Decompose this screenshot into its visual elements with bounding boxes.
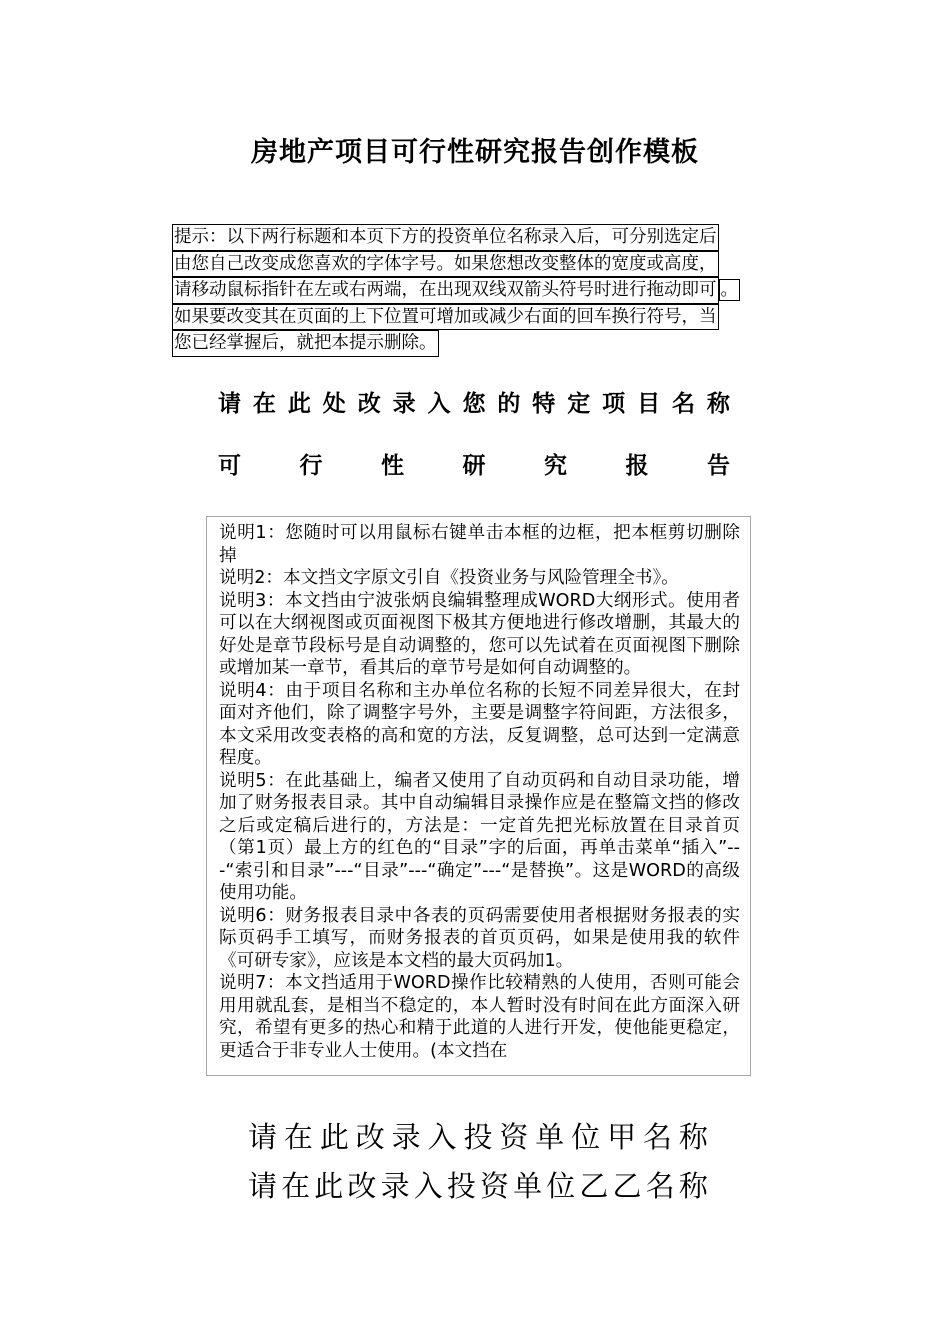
note-paragraph: 说明5：在此基础上，编者又使用了自动页码和自动目录功能，增加了财务报表目录。其中自动编辑目录操作应是在整篇文挡的修改之后或定稿后进行的，方法是：一定首先把光标放置在目录首页（第1页）最上方的红色的“目录”字的后面，再单击菜单“插入”---“索引和目录”---“目录”---“确定”---“是替换”。这是WORD的高级使用功能。: [219, 770, 740, 903]
hint-line: 请移动鼠标指针在左或右两端，在出现双线双箭头符号时进行拖动即可: [172, 277, 719, 304]
investor-a-char: 单: [535, 1120, 565, 1154]
investor-a-char: 请: [248, 1120, 278, 1154]
report-heading-char: 性: [381, 452, 404, 479]
investor-b-char: 乙: [579, 1169, 609, 1203]
note-paragraph: 说明4：由于项目名称和主办单位名称的长短不同差异很大，在封面对齐他们，除了调整字号外，主要是调整字符间距，方法很多，本文采用改变表格的高和宽的方法，反复调整，总可达到一定满意程度。: [219, 680, 740, 768]
investor-a-name-placeholder[interactable]: [248, 1115, 708, 1156]
investor-a-char: 名: [642, 1120, 672, 1154]
note-paragraph: 说明6：财务报表目录中各表的页码需要使用者根据财务报表的实际页码手工填写，而财务报表的首页页码，如果是使用我的软件《可研专家》，应该是本文档的最大页码加1。: [219, 905, 740, 971]
investor-b-char: 改: [347, 1169, 377, 1203]
project-name-char: 项: [602, 390, 626, 417]
note-paragraph: 说明3：本文挡由宁波张炳良编辑整理成WORD大纲形式。使用者可以在大纲视图或页面视图下极其方便地进行修改增删，其最大的好处是章节段标号是自动调整的，您可以先试着在页面视图下删除或增加某一章节，看其后的章节号是如何自动调整的。: [219, 590, 740, 678]
project-name-char: 改: [357, 390, 381, 417]
hint-line-row: [172, 277, 740, 304]
notes-text-box[interactable]: [206, 516, 751, 1076]
investor-a-char: 位: [571, 1120, 601, 1154]
note-paragraph: 说明7：本文挡适用于WORD操作比较精熟的人使用，否则可能会用用就乱套，是相当不稳定的，本人暂时没有时间在此方面深入研究，希望有更多的热心和精于此道的人进行开发，使他能更稳定，更适合于非专业人士使用。(本文挡在: [219, 973, 740, 1061]
project-name-char: 称: [706, 390, 730, 417]
investor-a-char: 此: [319, 1120, 349, 1154]
investor-b-char: 在: [281, 1169, 311, 1203]
investor-b-char: 请: [248, 1169, 278, 1203]
hint-line: 提示：以下两行标题和本页下方的投资单位名称录入后，可分别选定后: [172, 224, 719, 251]
note-paragraph: 说明2：本文挡文字原文引自《投资业务与风险管理全书》。: [219, 568, 679, 588]
investor-a-char: 甲: [607, 1120, 637, 1154]
report-type-heading: [218, 447, 730, 480]
project-name-char: 录: [392, 390, 416, 417]
project-name-char: 在: [252, 390, 276, 417]
document-title: 房地产项目可行性研究报告创作模板: [251, 137, 699, 168]
report-heading-char: 报: [625, 452, 649, 479]
investor-b-char: 称: [678, 1169, 708, 1203]
investor-b-char: 资: [479, 1169, 509, 1203]
hint-line: 由您自己改变成您喜欢的字体字号。如果您想改变整体的宽度或高度，: [172, 251, 719, 278]
project-name-char: 名: [671, 390, 695, 417]
project-name-char: 目: [637, 390, 661, 417]
project-name-char: 特: [532, 390, 556, 417]
project-name-char: 入: [427, 390, 451, 417]
report-heading-char: 行: [299, 452, 323, 479]
investor-a-char: 录: [391, 1120, 421, 1154]
report-heading-char: 研: [462, 452, 486, 479]
project-name-char: 的: [497, 390, 521, 417]
project-name-char: 此: [287, 390, 311, 417]
project-name-char: 定: [567, 390, 591, 417]
investor-b-char: 此: [314, 1169, 344, 1203]
hint-line: 您已经掌握后，就把本提示删除。: [172, 330, 439, 357]
investor-a-char: 入: [427, 1120, 457, 1154]
investor-b-char: 录: [380, 1169, 410, 1203]
report-heading-char: 告: [707, 452, 730, 479]
hint-box[interactable]: [172, 224, 740, 357]
note-paragraph: 说明1：您随时可以用鼠标右键单击本框的边框，把本框剪切删除掉: [219, 523, 740, 566]
project-name-placeholder[interactable]: [218, 385, 730, 418]
project-name-char: 处: [322, 390, 346, 417]
hint-line: 如果要改变其在页面的上下位置可增加或减少右面的回车换行符号，当: [172, 304, 719, 331]
report-heading-char: 究: [544, 452, 567, 479]
investor-a-char: 资: [499, 1120, 529, 1154]
hint-line-end-mark: 。: [720, 280, 738, 300]
project-name-char: 您: [462, 390, 486, 417]
investor-b-name-placeholder[interactable]: [248, 1164, 708, 1205]
investor-a-char: 称: [678, 1120, 708, 1154]
investor-b-char: 投: [446, 1169, 476, 1203]
investor-b-char: 单: [513, 1169, 543, 1203]
investor-b-char: 乙: [612, 1169, 642, 1203]
project-name-char: 请: [218, 390, 241, 417]
investor-b-char: 位: [546, 1169, 576, 1203]
investor-b-char: 名: [645, 1169, 675, 1203]
investor-a-char: 投: [463, 1120, 493, 1154]
investor-a-char: 在: [283, 1120, 313, 1154]
investor-b-char: 入: [413, 1169, 443, 1203]
investor-a-char: 改: [355, 1120, 385, 1154]
report-heading-char: 可: [218, 452, 241, 479]
